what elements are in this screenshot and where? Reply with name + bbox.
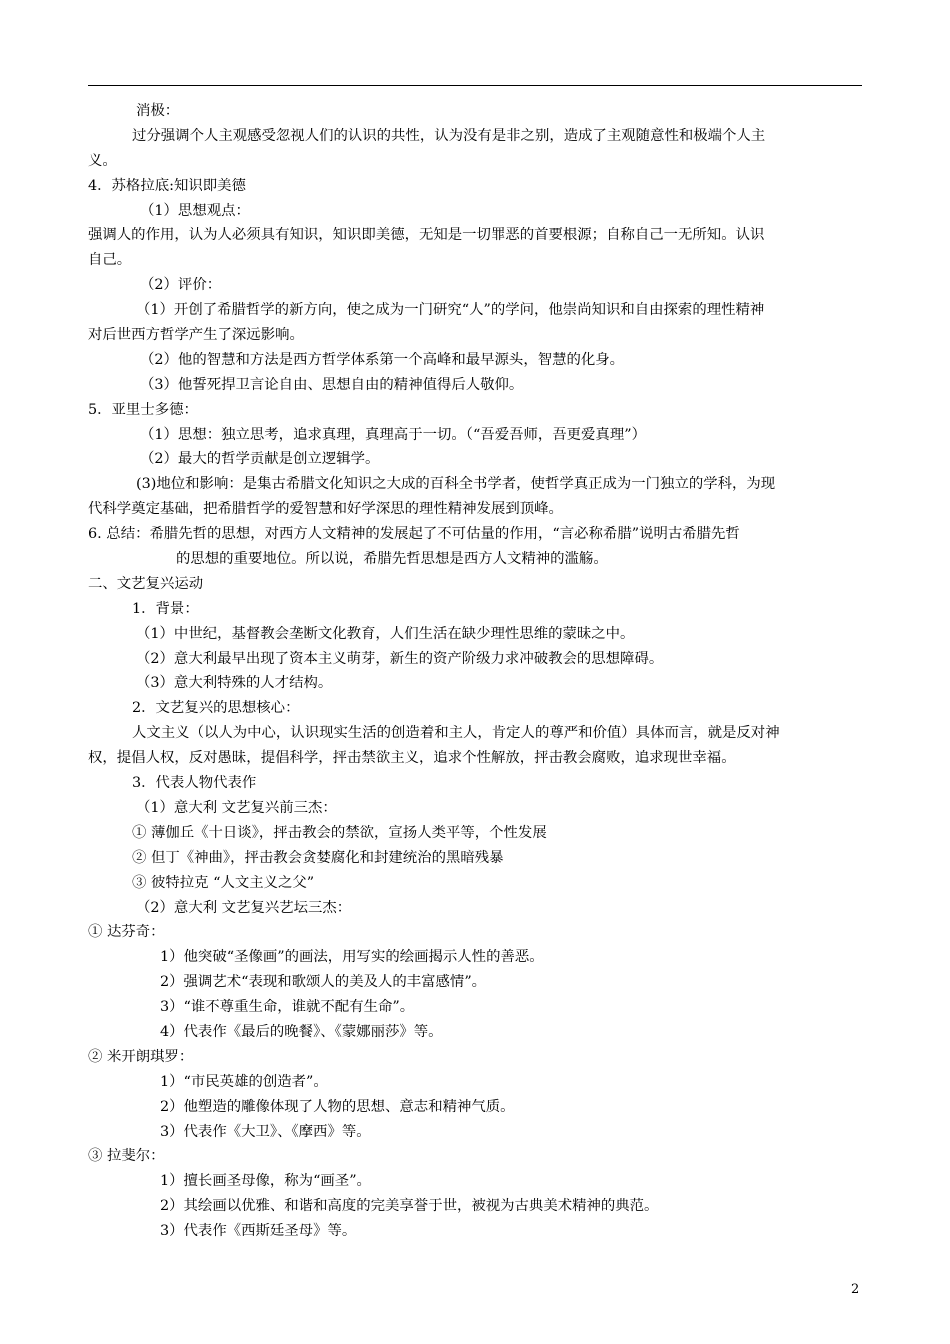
text-line: （2）意大利 文艺复兴艺坛三杰： <box>136 899 352 916</box>
text-line: 消极： <box>136 103 180 119</box>
text-line: 强调人的作用，认为人必须具有知识，知识即美德，无知是一切罪恶的首要根源；自称自己一无所知。认识 <box>88 227 765 244</box>
text-line: 过分强调个人主观感受忽视人们的认识的共性，认为没有是非之别，造成了主观随意性和极端个人主 <box>132 127 766 144</box>
text-line: 代科学奠定基础，把希腊哲学的爱智慧和好学深思的理性精神发展到顶峰。 <box>88 501 563 518</box>
text-line: （2）最大的哲学贡献是创立逻辑学。 <box>140 451 380 468</box>
text-line: ① 达芬奇： <box>88 924 165 941</box>
text-line: 4）代表作《最后的晚餐》、《蒙娜丽莎》等。 <box>160 1023 443 1040</box>
text-line: 2）强调艺术“表现和歌颂人的美及人的丰富感情”。 <box>160 974 487 991</box>
text-line: 1）他突破“圣像画”的画法，用写实的绘画揭示人性的善恶。 <box>160 949 544 966</box>
text-line: （3）他誓死捍卫言论自由、思想自由的精神值得后人敬仰。 <box>140 376 524 393</box>
text-line: 6. 总结：希腊先哲的思想，对西方人文精神的发展起了不可估量的作用，“言必称希腊”说明古希腊先哲 <box>88 526 740 543</box>
text-line: （1）开创了希腊哲学的新方向，使之成为一门研究“人”的学问，他崇尚知识和自由探索的理性精神 <box>136 302 765 319</box>
text-line: 二、文艺复兴运动 <box>88 575 204 592</box>
text-line: （1）思想观点： <box>140 202 250 219</box>
text-line: 对后世西方哲学产生了深远影响。 <box>88 327 304 344</box>
text-line: (3)地位和影响：是集古希腊文化知识之大成的百科全书学者，使哲学真正成为一门独立的学科，为现 <box>136 476 776 493</box>
text-line: （2）他的智慧和方法是西方哲学体系第一个高峰和最早源头，智慧的化身。 <box>140 351 625 368</box>
document-body <box>88 99 862 1244</box>
text-line: ② 米开朗琪罗： <box>88 1048 194 1065</box>
text-line: 1）擅长画圣母像，称为“画圣”。 <box>160 1173 371 1190</box>
text-line: （2）意大利最早出现了资本主义萌芽，新生的资产阶级力求冲破教会的思想障碍。 <box>136 650 664 667</box>
text-line: 人文主义（以人为中心，认识现实生活的创造着和主人，肯定人的尊严和价值）具体而言，就是反对神 <box>132 725 780 742</box>
text-line: （1）中世纪，基督教会垄断文化教育，人们生活在缺少理性思维的蒙昧之中。 <box>136 625 635 642</box>
text-line: 3）代表作《大卫》、《摩西》等。 <box>160 1123 371 1140</box>
text-line: ③ 拉斐尔： <box>88 1148 165 1165</box>
text-line: ② 但丁《神曲》，抨击教会贪婪腐化和封建统治的黑暗残暴 <box>132 849 504 866</box>
text-line: 4．苏格拉底:知识即美德 <box>88 177 246 194</box>
text-line: （2）评价： <box>140 277 222 294</box>
text-line: 5．亚里士多德： <box>88 401 198 418</box>
text-line: 3）代表作《西斯廷圣母》等。 <box>160 1223 357 1240</box>
text-line: 义。 <box>88 152 117 169</box>
text-line: （1）意大利 文艺复兴前三杰： <box>136 799 337 816</box>
text-line: 2）他塑造的雕像体现了人物的思想、意志和精神气质。 <box>160 1098 515 1115</box>
header-rule <box>88 85 862 86</box>
text-line: 2．文艺复兴的思想核心： <box>132 700 300 717</box>
text-line: 的思想的重要地位。所以说，希腊先哲思想是西方人文精神的滥觞。 <box>176 551 608 568</box>
text-line: ① 薄伽丘《十日谈》，抨击教会的禁欲，宣扬人类平等，个性发展 <box>132 824 547 841</box>
page-number: 2 <box>851 1282 860 1297</box>
text-line: （1）思想：独立思考，追求真理，真理高于一切。（“吾爱吾师，吾更爱真理”） <box>140 426 646 443</box>
text-line: 1．背景： <box>132 600 199 617</box>
text-line: 1）“市民英雄的创造者”。 <box>160 1073 328 1090</box>
text-line: 权，提倡人权，反对愚昧，提倡科学，抨击禁欲主义，追求个性解放，抨击教会腐败，追求现世幸福。 <box>88 750 736 767</box>
text-line: 2）其绘画以优雅、和谐和高度的完美享誉于世，被视为古典美术精神的典范。 <box>160 1198 659 1215</box>
text-line: 3．代表人物代表作 <box>132 775 257 792</box>
text-line: ③ 彼特拉克 “人文主义之父” <box>132 874 315 891</box>
text-line: （3）意大利特殊的人才结构。 <box>136 675 333 692</box>
text-line: 自己。 <box>88 252 132 269</box>
text-line: 3）“谁不尊重生命，谁就不配有生命”。 <box>160 999 415 1016</box>
